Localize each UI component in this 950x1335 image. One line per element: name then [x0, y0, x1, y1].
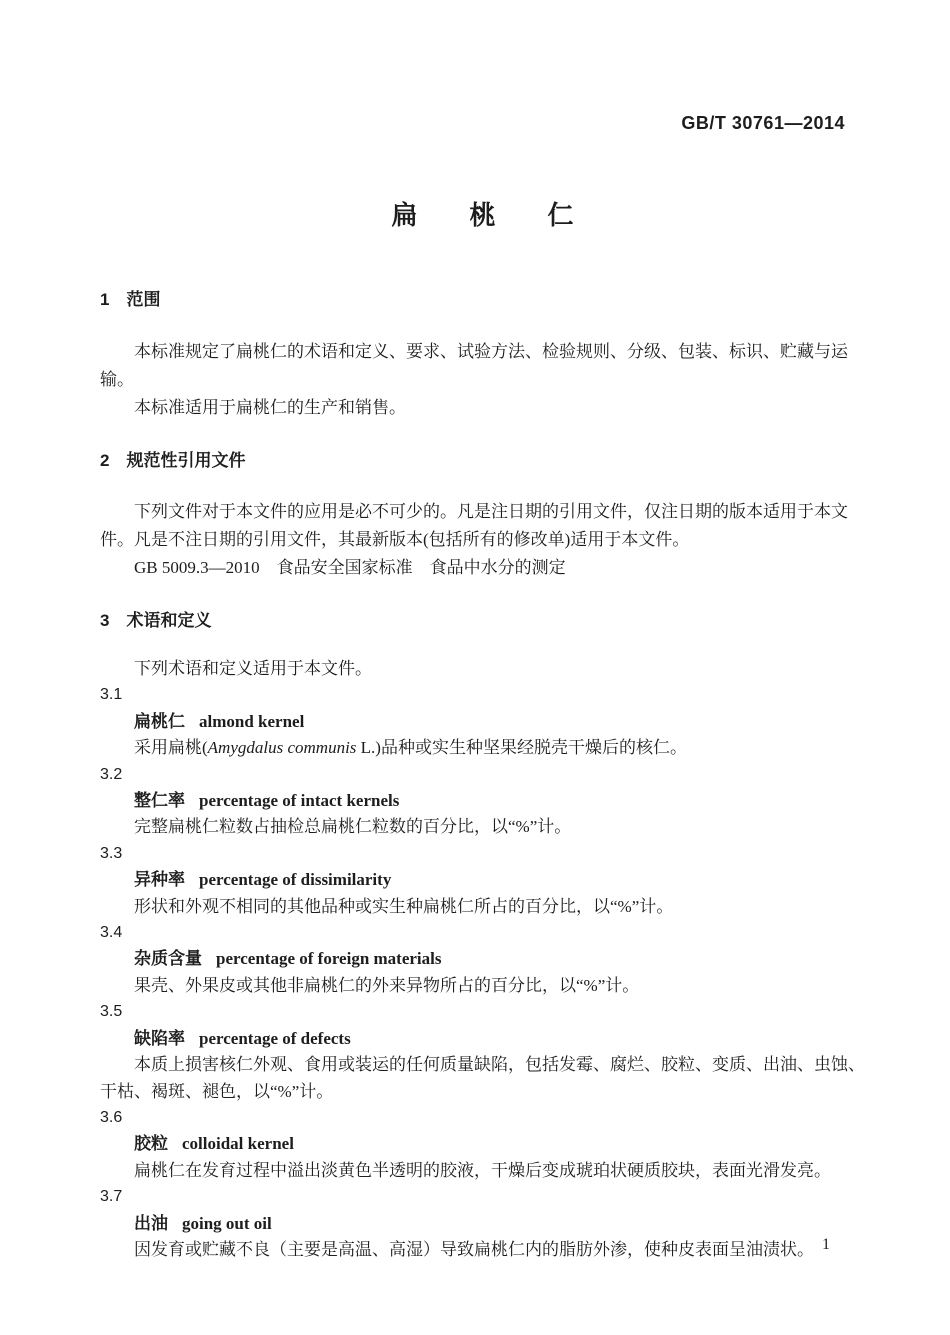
- term-heading: [100, 946, 865, 972]
- section-number: 3: [100, 611, 110, 630]
- term-zh: 整仁率: [134, 791, 185, 811]
- doc-code: GB/T 30761—2014: [681, 113, 845, 133]
- term-definition: 扁桃仁在发育过程中溢出淡黄色半透明的胶液，干燥后变成琥珀状硬质胶块，表面光滑发亮。: [134, 1160, 831, 1180]
- term-heading: [100, 1211, 865, 1237]
- term-definition: 完整扁桃仁粒数占抽检总扁桃仁粒数的百分比，以“%”计。: [134, 817, 572, 837]
- term-zh: 缺陷率: [134, 1028, 185, 1048]
- paragraph: 下列文件对于本文件的应用是必不可少的。凡是注日期的引用文件，仅注日期的版本适用于本文件。凡是不注日期的引用文件，其最新版本(包括所有的修改单)适用于本文件。: [100, 502, 848, 549]
- definition-text: L.)品种或实生种坚果经脱壳干燥后的核仁。: [356, 738, 687, 758]
- definition-text: 采用扁桃(: [134, 738, 208, 758]
- section-heading: [100, 609, 865, 633]
- section-normative-references: [100, 449, 865, 582]
- term-en: percentage of intact kernels: [199, 791, 400, 811]
- term-definition: 形状和外观不相同的其他品种或实生种扁桃仁所占的百分比，以“%”计。: [134, 896, 674, 916]
- term-en: percentage of defects: [199, 1028, 351, 1048]
- section-title: 术语和定义: [126, 611, 212, 630]
- term-heading: [100, 1026, 865, 1052]
- term-en: going out oil: [182, 1213, 272, 1233]
- term-zh: 胶粒: [134, 1134, 168, 1154]
- term-definition: [100, 735, 865, 761]
- term-en: almond kernel: [199, 711, 305, 731]
- term-en: percentage of dissimilarity: [199, 870, 392, 890]
- term-zh: 出油: [134, 1213, 168, 1233]
- term-number: 3.2: [100, 765, 123, 783]
- section-terms-definitions: [100, 609, 865, 1263]
- section-title: 范围: [126, 290, 161, 309]
- term-zh: 扁桃仁: [134, 711, 185, 731]
- term-heading: [100, 1131, 865, 1157]
- section-heading: [100, 449, 865, 473]
- term-number: 3.1: [100, 686, 123, 704]
- term-number: 3.3: [100, 844, 123, 862]
- reference-entry: GB 5009.3—2010 食品安全国家标准 食品中水分的测定: [134, 558, 566, 577]
- latin-name: Amygdalus communis: [207, 738, 357, 758]
- term-definition: 果壳、外果皮或其他非扁桃仁的外来异物所占的百分比，以“%”计。: [134, 975, 640, 995]
- terms-list: [100, 656, 865, 1263]
- paragraph: 本标准规定了扁桃仁的术语和定义、要求、试验方法、检验规则、分级、包装、标识、贮藏与运输。: [100, 342, 848, 389]
- doc-title: 扁桃仁: [391, 200, 626, 230]
- section-body: [100, 338, 865, 422]
- term-definition: 本质上损害核仁外观、食用或装运的任何质量缺陷，包括发霉、腐烂、胶粒、变质、出油、虫蚀、干枯、褐斑、褪色，以“%”计。: [100, 1055, 865, 1101]
- section-scope: [100, 288, 865, 422]
- term-number: 3.4: [100, 924, 123, 942]
- terms-intro: 下列术语和定义适用于本文件。: [134, 659, 372, 678]
- section-number: 1: [100, 290, 110, 309]
- section-title: 规范性引用文件: [126, 451, 246, 470]
- section-body: [100, 498, 865, 582]
- term-en: colloidal kernel: [182, 1134, 294, 1154]
- term-number: 3.7: [100, 1188, 123, 1206]
- section-number: 2: [100, 451, 110, 470]
- term-zh: 异种率: [134, 870, 185, 890]
- term-number: 3.6: [100, 1108, 123, 1126]
- term-en: percentage of foreign materials: [216, 949, 442, 969]
- term-heading: [100, 788, 865, 814]
- term-definition: 因发育或贮藏不良（主要是高温、高湿）导致扁桃仁内的脂肪外渗，使种皮表面呈油渍状。: [134, 1239, 814, 1259]
- term-heading: [100, 709, 865, 735]
- section-heading: [100, 288, 865, 312]
- term-heading: [100, 867, 865, 893]
- term-number: 3.5: [100, 1003, 123, 1021]
- paragraph: 本标准适用于扁桃仁的生产和销售。: [134, 398, 406, 417]
- page-number: 1: [822, 1236, 830, 1253]
- term-zh: 杂质含量: [134, 949, 202, 969]
